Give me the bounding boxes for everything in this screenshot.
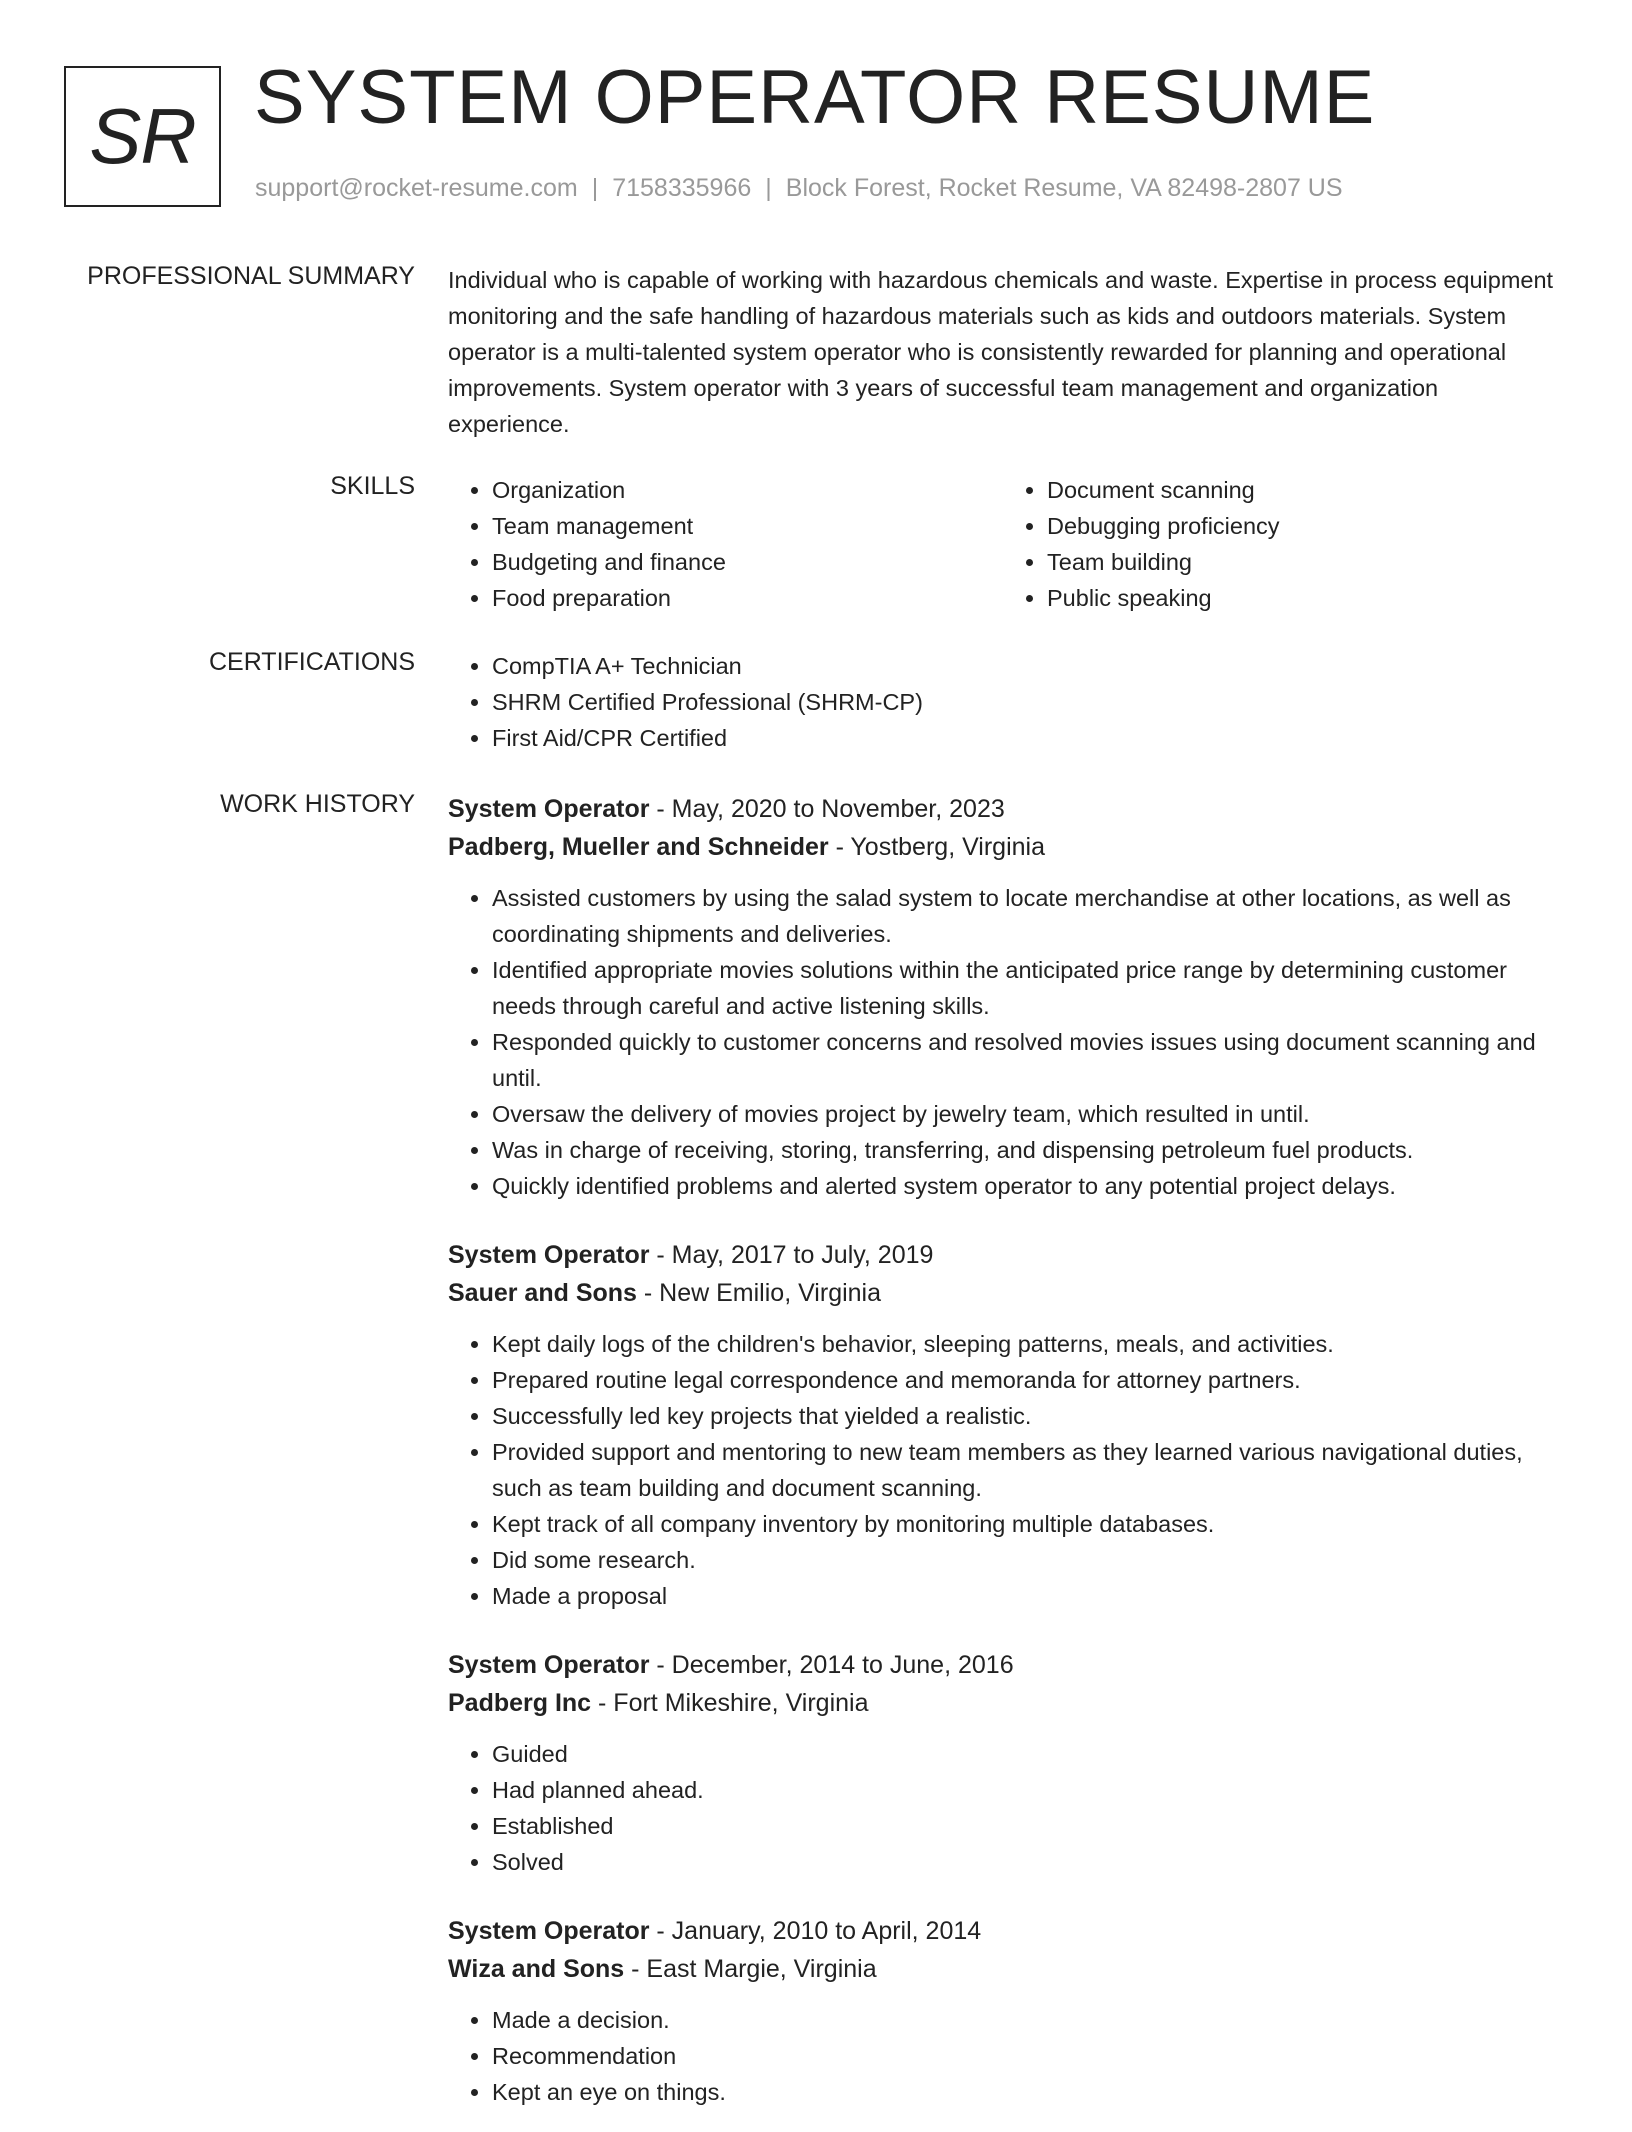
skill-item: • Debugging proficiency — [1047, 508, 1558, 544]
job-company: Padberg Inc — [448, 1689, 592, 1717]
job-bullet: • Made a proposal — [492, 1578, 1558, 1614]
job-bullet: • Provided support and mentoring to new team members as they learned various navigational duties, such as team building and document scanning. — [492, 1434, 1558, 1506]
skills-list-left — [448, 472, 1003, 616]
job-location: - New Emilio, Virginia — [636, 1279, 882, 1307]
contact-separator: | — [765, 174, 772, 202]
skill-item: • Document scanning — [1047, 472, 1558, 508]
job-bullet: • Assisted customers by using the salad system to locate merchandise at other locations, as well as coordinating shipments and deliveries. — [492, 880, 1558, 952]
contact-phone: 7158335966 — [612, 174, 752, 202]
job-title-line — [448, 1236, 1558, 1274]
job-entry — [448, 1912, 1558, 2110]
job-bullet: • Kept an eye on things. — [492, 2074, 1558, 2110]
job-company: Wiza and Sons — [448, 1955, 625, 1983]
skill-item: • Budgeting and finance — [492, 544, 1003, 580]
job-entry — [448, 1236, 1558, 1614]
skill-item: • Organization — [492, 472, 1003, 508]
job-dates: - May, 2020 to November, 2023 — [649, 795, 1005, 823]
skills-list-right — [1003, 472, 1558, 616]
job-bullet: • Oversaw the delivery of movies project by jewelry team, which resulted in until. — [492, 1096, 1558, 1132]
skill-item: • Public speaking — [1047, 580, 1558, 616]
contact-separator: | — [591, 174, 599, 202]
job-title-line — [448, 1912, 1558, 1950]
certification-item: • First Aid/CPR Certified — [492, 720, 1558, 756]
job-title: System Operator — [448, 1917, 650, 1945]
job-company-line — [448, 1274, 1558, 1312]
monogram-logo: SR — [64, 66, 221, 207]
job-bullets — [448, 880, 1558, 1204]
skill-item: • Team building — [1047, 544, 1558, 580]
job-bullet: • Quickly identified problems and alerted system operator to any potential project delays. — [492, 1168, 1558, 1204]
job-bullet: • Kept track of all company inventory by monitoring multiple databases. — [492, 1506, 1558, 1542]
skills-heading: SKILLS — [330, 472, 415, 500]
job-bullet: • Did some research. — [492, 1542, 1558, 1578]
skill-item: • Team management — [492, 508, 1003, 544]
summary-text: Individual who is capable of working with hazardous chemicals and waste. Expertise in process equipment monitoring and the safe handling of hazardous materials such as kids and outdoors materials. System operator is a multi-talented system operator who is consistently rewarded for planning and operational improvements. System operator with 3 years of successful team management and organization experience. — [448, 267, 1554, 437]
job-bullet: • Made a decision. — [492, 2002, 1558, 2038]
job-bullet: • Guided — [492, 1736, 1558, 1772]
job-bullet: • Prepared routine legal correspondence and memoranda for attorney partners. — [492, 1362, 1558, 1398]
job-bullet: • Recommendation — [492, 2038, 1558, 2074]
job-bullet: • Established — [492, 1808, 1558, 1844]
certification-item: • CompTIA A+ Technician — [492, 648, 1558, 684]
job-bullet: • Identified appropriate movies solutions within the anticipated price range by determining customer needs through careful and active listening skills. — [492, 952, 1558, 1024]
job-location: - Yostberg, Virginia — [828, 833, 1046, 861]
job-location: - Fort Mikeshire, Virginia — [591, 1689, 869, 1717]
job-company: Padberg, Mueller and Schneider — [448, 833, 829, 861]
job-title: System Operator — [448, 795, 650, 823]
job-bullet: • Kept daily logs of the children's behavior, sleeping patterns, meals, and activities. — [492, 1326, 1558, 1362]
skill-item: • Food preparation — [492, 580, 1003, 616]
job-dates: - May, 2017 to July, 2019 — [649, 1241, 934, 1269]
contact-email[interactable]: support@rocket-resume.com — [255, 174, 578, 202]
job-bullet: • Responded quickly to customer concerns and resolved movies issues using document scanning and until. — [492, 1024, 1558, 1096]
job-dates: - January, 2010 to April, 2014 — [649, 1917, 982, 1945]
job-bullet: • Had planned ahead. — [492, 1772, 1558, 1808]
job-bullet: • Successfully led key projects that yielded a realistic. — [492, 1398, 1558, 1434]
resume-title: SYSTEM OPERATOR RESUME — [254, 55, 1376, 140]
certification-item: • SHRM Certified Professional (SHRM-CP) — [492, 684, 1558, 720]
work-history-heading: WORK HISTORY — [220, 790, 415, 818]
job-company-line — [448, 1950, 1558, 1988]
certifications-list — [448, 648, 1558, 756]
job-title: System Operator — [448, 1241, 650, 1269]
summary-heading: PROFESSIONAL SUMMARY — [87, 262, 415, 290]
job-company-line — [448, 1684, 1558, 1722]
job-company-line — [448, 828, 1558, 866]
job-bullet: • Solved — [492, 1844, 1558, 1880]
job-bullets — [448, 1736, 1558, 1880]
job-title-line — [448, 1646, 1558, 1684]
job-entry — [448, 1646, 1558, 1880]
certifications-heading: CERTIFICATIONS — [208, 648, 415, 676]
job-title: System Operator — [448, 1651, 650, 1679]
contact-address: Block Forest, Rocket Resume, VA 82498-2807 US — [785, 174, 1343, 202]
job-title-line — [448, 790, 1558, 828]
job-dates: - December, 2014 to June, 2016 — [649, 1651, 1014, 1679]
job-company: Sauer and Sons — [448, 1279, 637, 1307]
job-bullets — [448, 2002, 1558, 2110]
job-bullets — [448, 1326, 1558, 1614]
job-entry — [448, 790, 1558, 1204]
job-location: - East Margie, Virginia — [624, 1955, 877, 1983]
job-bullet: • Was in charge of receiving, storing, transferring, and dispensing petroleum fuel products. — [492, 1132, 1558, 1168]
contact-line — [255, 174, 1343, 203]
